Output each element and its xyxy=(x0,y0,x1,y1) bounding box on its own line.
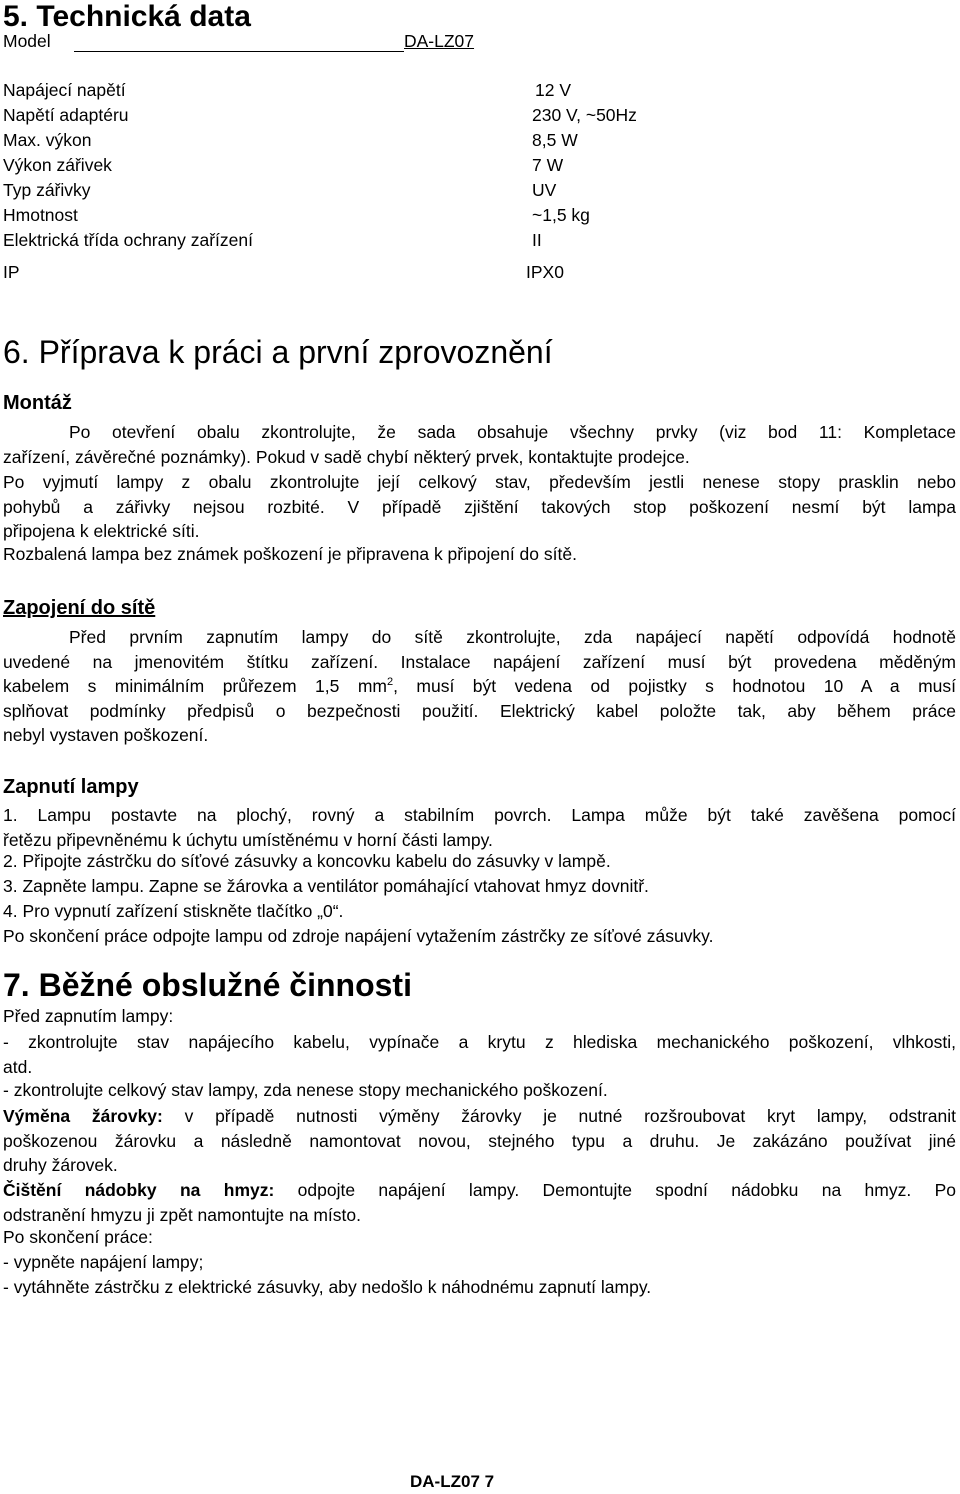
model-value: DA-LZ07 xyxy=(404,31,475,51)
spec-value: 8,5 W xyxy=(532,130,578,150)
spec-label: Napájecí napětí xyxy=(3,80,126,100)
model-underline xyxy=(74,51,404,52)
text-line: uvedené na jmenovitém štítku zařízení. Instalace napájení zařízení musí být provedena měděným xyxy=(3,651,956,672)
spec-value: 7 W xyxy=(532,155,564,175)
spec-label: Elektrická třída ochrany zařízení xyxy=(3,230,253,250)
superscript: 2 xyxy=(386,676,394,689)
check-item-1 xyxy=(3,1030,956,1079)
montaz-title: Montáž xyxy=(3,392,72,414)
zapojeni-title: Zapojení do sítě xyxy=(3,597,156,619)
zapnuti-step-3: 3. Zapněte lampu. Zapne se žárovka a ventilátor pomáhající vtahovat hmyz dovnitř. xyxy=(3,876,649,896)
text-fragment: , musí být vedena od pojistky s hodnotou 10 A a musí xyxy=(393,676,956,697)
text-line: 1. Lampu postavte na plochý, rovný a stabilním povrch. Lampa může být také zavěšena pomocí xyxy=(3,805,956,825)
check-item-2: - zkontrolujte celkový stav lampy, zda nenese stopy mechanického poškození. xyxy=(3,1080,608,1100)
spec-value: 230 V, ~50Hz xyxy=(532,105,637,125)
text-line: - zkontrolujte stav napájecího kabelu, vypínače a krytu z hlediska mechanického poškození, vlhkosti, xyxy=(3,1032,956,1052)
text-line xyxy=(3,1178,956,1203)
zapnuti-step-4: 4. Pro vypnutí zařízení stiskněte tlačítko „0“. xyxy=(3,901,344,921)
section-6-heading: 6. Příprava k práci a první zprovoznění xyxy=(3,334,553,370)
text-line: Před prvním zapnutím lampy do sítě zkontrolujte, zda napájecí napětí odpovídá hodnotě xyxy=(69,627,956,647)
vymena-label: Výměna žárovky: xyxy=(3,1106,163,1126)
zapnuti-title: Zapnutí lampy xyxy=(3,776,139,798)
montaz-paragraph-1 xyxy=(3,420,956,469)
zapnuti-step-1 xyxy=(3,803,956,852)
spec-label: Napětí adaptéru xyxy=(3,105,129,125)
text-line: nebyl vystaven poškození. xyxy=(3,725,209,746)
text-line: pohybů a zářivky nejsou rozbité. V případě zjištění takových stop poškození nesmí být lampa xyxy=(3,496,956,517)
zapojeni-paragraph xyxy=(3,625,956,748)
spec-label: Max. výkon xyxy=(3,130,92,150)
spec-value: ~1,5 kg xyxy=(532,205,590,225)
text-line: atd. xyxy=(3,1056,33,1077)
section-5-heading: 5. Technická data xyxy=(3,0,251,33)
montaz-paragraph-2 xyxy=(3,470,956,544)
text-line: odstranění hmyzu ji zpět namontujte na místo. xyxy=(3,1204,361,1225)
cisteni-paragraph xyxy=(3,1178,956,1227)
before-label: Před zapnutím lampy: xyxy=(3,1006,174,1026)
zapnuti-after: Po skončení práce odpojte lampu od zdroje napájení vytažením zástrčky ze síťové zásuvky. xyxy=(3,926,714,946)
text-line xyxy=(3,1104,956,1129)
text-line: zařízení, závěrečné poznámky). Pokud v sadě chybí některý prvek, kontaktujte prodejce. xyxy=(3,446,690,467)
spec-label: Typ zářivky xyxy=(3,180,91,200)
page-footer: DA-LZ07 7 xyxy=(410,1472,495,1491)
text-line xyxy=(3,674,956,699)
text-fragment: kabelem s minimálním průřezem 1,5 mm xyxy=(3,676,387,697)
spec-label: Výkon zářivek xyxy=(3,155,112,175)
after-label: Po skončení práce: xyxy=(3,1227,153,1247)
text-fragment: v případě nutnosti výměny žárovky je nutné rozšroubovat kryt lampy, odstranit xyxy=(162,1106,956,1126)
spec-value: UV xyxy=(532,180,557,200)
spec-label: IP xyxy=(3,262,20,282)
spec-value: II xyxy=(532,230,542,250)
text-line: poškozenou žárovku a následně namontovat novou, stejného typu a druhu. Je zakázáno používat jiné xyxy=(3,1130,956,1151)
after-item: - vytáhněte zástrčku z elektrické zásuvky, aby nedošlo k náhodnému zapnutí lampy. xyxy=(3,1277,652,1297)
model-label: Model xyxy=(3,31,51,51)
text-fragment: odpojte napájení lampy. Demontujte spodní nádobku na hmyz. Po xyxy=(274,1180,956,1200)
after-item: - vypněte napájení lampy; xyxy=(3,1252,204,1272)
text-line: připojena k elektrické síti. xyxy=(3,521,200,542)
cisteni-label: Čištění nádobky na hmyz: xyxy=(3,1180,275,1200)
spec-label: Hmotnost xyxy=(3,205,78,225)
text-line: Po otevření obalu zkontrolujte, že sada obsahuje všechny prvky (viz bod 11: Kompletace xyxy=(69,422,956,442)
montaz-paragraph-3: Rozbalená lampa bez známek poškození je připravena k připojení do sítě. xyxy=(3,544,577,564)
section-7-heading: 7. Běžné obslužné činnosti xyxy=(3,967,412,1003)
vymena-paragraph xyxy=(3,1104,956,1178)
zapnuti-step-2: 2. Připojte zástrčku do síťové zásuvky a koncovku kabelu do zásuvky v lampě. xyxy=(3,851,611,871)
text-line: Po vyjmutí lampy z obalu zkontrolujte její celkový stav, především jestli nenese stopy prasklin nebo xyxy=(3,472,956,492)
text-line: řetězu připevněnému k úchytu umístěnému v horní části lampy. xyxy=(3,829,493,850)
text-line: druhy žárovek. xyxy=(3,1155,118,1176)
spec-value: 12 V xyxy=(535,80,571,100)
text-line: splňovat podmínky předpisů o bezpečnosti použití. Elektrický kabel položte tak, aby během práce xyxy=(3,700,956,721)
spec-value: IPX0 xyxy=(526,262,564,282)
